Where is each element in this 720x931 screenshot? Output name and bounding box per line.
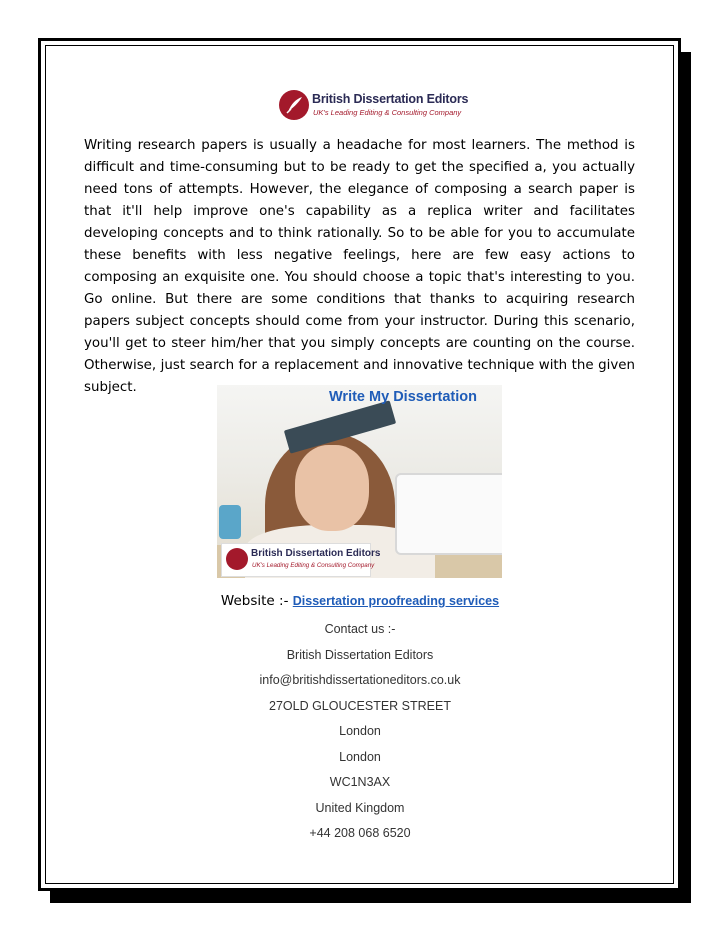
contact-postcode: WC1N3AX bbox=[329, 775, 391, 789]
contact-city: London bbox=[339, 750, 381, 764]
proofreading-services-link[interactable]: Dissertation proofreading services bbox=[292, 594, 500, 608]
logo-title: British Dissertation Editors bbox=[312, 92, 469, 106]
website-line bbox=[0, 592, 720, 610]
contact-street: 27OLD GLOUCESTER STREET bbox=[269, 699, 451, 713]
quill-logo-icon bbox=[279, 90, 309, 120]
contact-heading: Contact us :- bbox=[324, 622, 396, 636]
contact-email: info@britishdissertationeditors.co.uk bbox=[259, 673, 461, 687]
contact-phone: +44 208 068 6520 bbox=[309, 826, 411, 840]
mug-shape bbox=[219, 505, 241, 539]
contact-country: United Kingdom bbox=[315, 801, 405, 815]
hero-image bbox=[217, 385, 502, 578]
brand-logo bbox=[279, 90, 469, 126]
hero-badge-subtitle: UK's Leading Editing & Consulting Company bbox=[252, 562, 375, 569]
laptop-shape bbox=[395, 473, 502, 555]
student-face-shape bbox=[295, 445, 369, 531]
body-paragraph: Writing research papers is usually a headache for most learners. The method is difficult and time-consuming but to be ready to get the specified a, you actually need tons of attempts. However, the elegance of composing a search paper is that it'll help improve one's capability as a replica writer and facilitates developing concepts and to think rationally. So to be able for you to accumulate these benefits with less negative feelings, here are few easy actions to composing an exquisite one. You should choose a topic that's interesting to you. Go online. But there are some conditions that thanks to acquiring research papers subject concepts should come from your instructor. During this scenario, you'll get to steer him/her that you simply concepts are counting on the course. Otherwise, just search for a replacement and innovative technique with the given subject. bbox=[84, 138, 635, 395]
hero-title: Write My Dissertation bbox=[329, 389, 477, 405]
website-label: Website :- bbox=[220, 593, 293, 609]
quill-logo-icon bbox=[226, 548, 248, 570]
logo-subtitle: UK's Leading Editing & Consulting Company bbox=[313, 108, 462, 117]
contact-city: London bbox=[339, 724, 381, 738]
hero-logo-badge bbox=[221, 543, 381, 577]
contact-company: British Dissertation Editors bbox=[286, 648, 434, 662]
hero-badge-title: British Dissertation Editors bbox=[251, 548, 381, 559]
